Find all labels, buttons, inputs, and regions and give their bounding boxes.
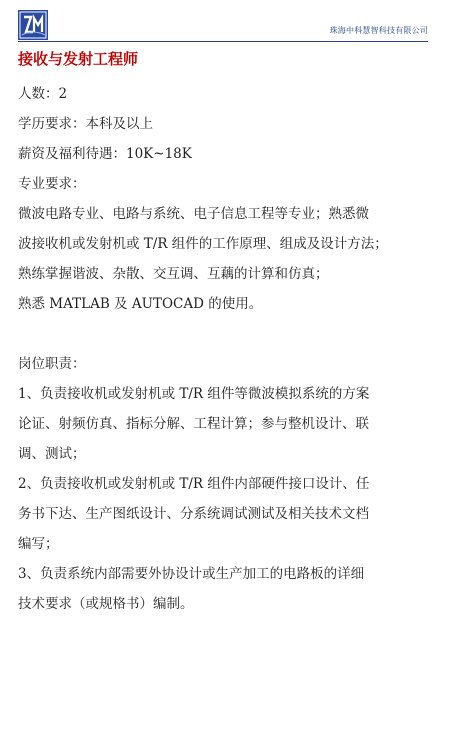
job-title: 接收与发射工程师 [18, 50, 139, 68]
major-line: 熟悉 MATLAB 及 AUTOCAD 的使用。 [18, 296, 263, 312]
major-line: 波接收机或发射机或 T/R 组件的工作原理、组成及设计方法； [18, 236, 388, 252]
company-name: 珠海中科慧智科技有限公司 [329, 26, 428, 35]
duty-line: 论证、射频仿真、指标分解、工程计算；参与整机设计、联 [18, 416, 369, 432]
duty-line: 调、测试； [18, 446, 86, 462]
major-line: 熟练掌握谐波、杂散、交互调、互藕的计算和仿真； [18, 266, 329, 282]
duty-line: 2、负责接收机或发射机或 T/R 组件内部硬件接口设计、任 [18, 476, 370, 492]
duty-line: 编写； [18, 536, 59, 552]
company-logo-icon [18, 10, 48, 40]
headcount-text: 人数：2 [18, 86, 68, 102]
job-posting [18, 48, 438, 619]
section-spacer [18, 319, 438, 349]
duty-line: 技术要求（或规格书）编制。 [18, 596, 194, 612]
salary-text: 薪资及福利待遇：10K~18K [18, 146, 192, 162]
major-heading: 专业要求： [18, 176, 86, 192]
page-header [18, 10, 428, 40]
major-line: 微波电路专业、电路与系统、电子信息工程等专业；熟悉微 [18, 206, 369, 222]
duty-line: 1、负责接收机或发射机或 T/R 组件等微波模拟系统的方案 [18, 386, 370, 402]
duty-line: 务书下达、生产图纸设计、分系统调试测试及相关技术文档 [18, 506, 369, 522]
header-divider [18, 41, 428, 42]
duty-line: 3、负责系统内部需要外协设计或生产加工的电路板的详细 [18, 566, 365, 582]
education-text: 学历要求：本科及以上 [18, 116, 153, 132]
duties-heading: 岗位职责： [18, 356, 86, 372]
